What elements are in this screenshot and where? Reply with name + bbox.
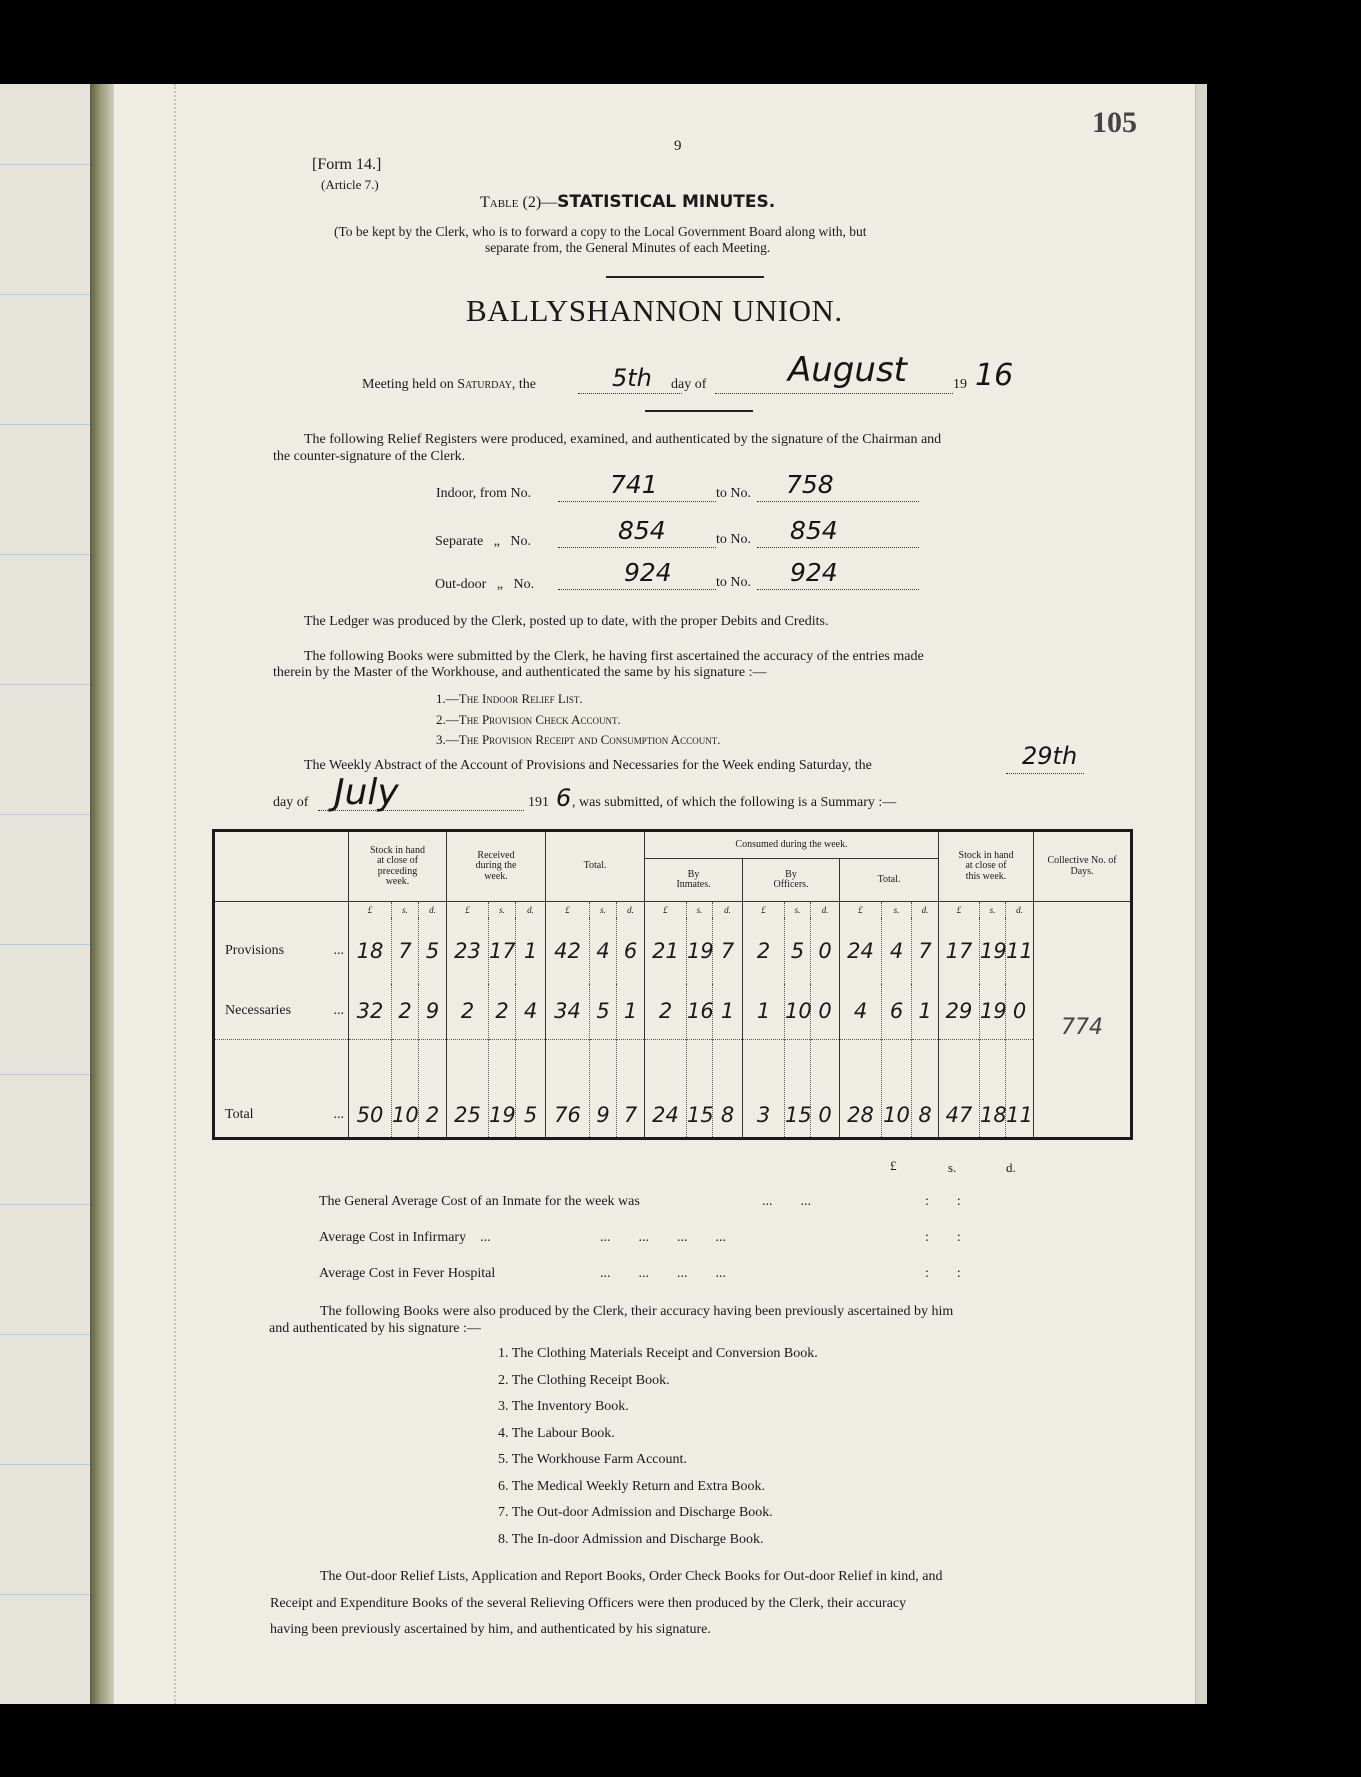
table-cell: 10 bbox=[882, 1040, 912, 1139]
page-edge bbox=[1195, 84, 1207, 1704]
table-cell: 7 bbox=[392, 918, 419, 984]
other-book-item: 8. The In-door Admission and Discharge Book. bbox=[498, 1532, 764, 1547]
table-cell: 5 bbox=[419, 918, 447, 984]
other-books-intro-2: and authenticated by his signature :— bbox=[269, 1321, 481, 1336]
abstract-year-prefix: 191 bbox=[528, 795, 549, 810]
register-indoor-to-label: to No. bbox=[716, 486, 751, 501]
ledger-text: The Ledger was produced by the Clerk, posted up to date, with the proper Debits and Credits. bbox=[304, 614, 829, 629]
row-label: Total ... bbox=[225, 1107, 344, 1122]
page-number: 9 bbox=[674, 138, 682, 154]
union-name: BALLYSHANNON UNION. bbox=[466, 293, 843, 328]
table-title-main: STATISTICAL MINUTES. bbox=[557, 192, 776, 212]
table-cell: 4 bbox=[840, 984, 882, 1040]
books-intro-1: The following Books were submitted by the Clerk, he having first ascertained the accuracy of the entries made bbox=[304, 649, 924, 664]
abstract-line-2-end: , was submitted, of which the following is a Summary :— bbox=[572, 795, 897, 810]
meeting-day-of: day of bbox=[671, 377, 707, 392]
table-cell: 6 bbox=[882, 984, 912, 1040]
header-by-officers: By Officers. bbox=[743, 859, 840, 902]
table-cell: 0 bbox=[811, 984, 840, 1040]
table-cell: 19 bbox=[687, 918, 713, 984]
other-book-item: 1. The Clothing Materials Receipt and Conversion Book. bbox=[498, 1346, 818, 1361]
register-outdoor-label: Out-door „ No. bbox=[435, 577, 535, 592]
table-cell: 1 bbox=[617, 984, 645, 1040]
cost-fever-label: Average Cost in Fever Hospital bbox=[319, 1266, 496, 1281]
divider-2 bbox=[645, 410, 753, 412]
table-cell: 76 bbox=[546, 1040, 590, 1139]
book-item: 3.—The Provision Receipt and Consumption Account. bbox=[436, 732, 721, 747]
table-cell: 4 bbox=[516, 984, 546, 1040]
meeting-day: 5th bbox=[612, 364, 652, 392]
table-cell: 7 bbox=[713, 918, 743, 984]
cost-infirmary-sep: : : bbox=[925, 1230, 961, 1245]
table-cell: 1 bbox=[912, 984, 939, 1040]
table-cell: 8 bbox=[713, 1040, 743, 1139]
table-cell: 0 bbox=[811, 918, 840, 984]
table-cell: 19 bbox=[489, 1040, 516, 1139]
unit-label: d. bbox=[419, 902, 447, 918]
unit-label: £ bbox=[743, 902, 785, 918]
cost-general-dots: ... ... bbox=[762, 1194, 811, 1209]
header-collective: Collective No. of Days. bbox=[1034, 831, 1132, 902]
cost-unit-shilling: s. bbox=[948, 1160, 957, 1175]
instruction-line-2: separate from, the General Minutes of each Meeting. bbox=[485, 240, 771, 255]
unit-label: s. bbox=[590, 902, 617, 918]
table-cell: 50 bbox=[349, 1040, 392, 1139]
register-separate-label: Separate „ No. bbox=[435, 534, 532, 549]
table-title bbox=[480, 192, 775, 212]
table-cell: 28 bbox=[840, 1040, 882, 1139]
table-cell: 24 bbox=[645, 1040, 687, 1139]
divider bbox=[606, 276, 764, 278]
abstract-day-of: day of bbox=[273, 795, 309, 810]
table-cell: 23 bbox=[447, 918, 489, 984]
header-stock-close: Stock in hand at close of this week. bbox=[939, 831, 1034, 902]
meeting-year-prefix: 19 bbox=[953, 377, 967, 392]
register-outdoor-from: 924 bbox=[624, 558, 672, 587]
table-cell: 2 bbox=[489, 984, 516, 1040]
table-cell: 17 bbox=[939, 918, 980, 984]
table-title-prefix: Table (2)— bbox=[480, 194, 558, 211]
cost-infirmary-dots: ... ... ... ... bbox=[600, 1230, 726, 1245]
cost-general-label: The General Average Cost of an Inmate for the week was bbox=[319, 1194, 640, 1209]
form-label: [Form 14.] bbox=[312, 156, 382, 173]
register-separate-from: 854 bbox=[618, 516, 666, 545]
unit-label: s. bbox=[687, 902, 713, 918]
unit-label: s. bbox=[882, 902, 912, 918]
unit-label: d. bbox=[617, 902, 645, 918]
unit-label: d. bbox=[912, 902, 939, 918]
table-cell: 10 bbox=[785, 984, 811, 1040]
cost-general-sep: : : bbox=[925, 1194, 961, 1209]
other-book-item: 2. The Clothing Receipt Book. bbox=[498, 1373, 670, 1388]
abstract-year-suffix: 6 bbox=[556, 784, 572, 812]
abstract-line-1: The Weekly Abstract of the Account of Provisions and Necessaries for the Week ending Saturday, the bbox=[304, 758, 872, 773]
table-cell: 1 bbox=[516, 918, 546, 984]
unit-label: £ bbox=[939, 902, 980, 918]
header-by-inmates: By Inmates. bbox=[645, 859, 743, 902]
instruction-line-1: (To be kept by the Clerk, who is to forward a copy to the Local Government Board along with, but bbox=[334, 224, 867, 239]
table-cell: 34 bbox=[546, 984, 590, 1040]
table-cell: 47 bbox=[939, 1040, 980, 1139]
unit-label: £ bbox=[546, 902, 590, 918]
unit-label: s. bbox=[489, 902, 516, 918]
table-cell: 9 bbox=[419, 984, 447, 1040]
unit-label: d. bbox=[516, 902, 546, 918]
table-cell: 5 bbox=[590, 984, 617, 1040]
header-received: Received during the week. bbox=[447, 831, 546, 902]
header-consumed-total: Total. bbox=[840, 859, 939, 902]
table-cell: 3 bbox=[743, 1040, 785, 1139]
table-cell: 32 bbox=[349, 984, 392, 1040]
unit-label: £ bbox=[645, 902, 687, 918]
unit-label: s. bbox=[980, 902, 1006, 918]
header-consumed: Consumed during the week. bbox=[645, 831, 939, 859]
table-cell: 16 bbox=[687, 984, 713, 1040]
other-book-item: 4. The Labour Book. bbox=[498, 1426, 615, 1441]
book-gutter bbox=[90, 84, 116, 1704]
unit-label: d. bbox=[1006, 902, 1034, 918]
register-separate-to-label: to No. bbox=[716, 532, 751, 547]
other-books-intro-1: The following Books were also produced by the Clerk, their accuracy having been previously ascertained by him bbox=[320, 1304, 954, 1319]
table-cell: 0 bbox=[811, 1040, 840, 1139]
summary-table bbox=[212, 829, 1133, 1140]
unit-label: d. bbox=[811, 902, 840, 918]
table-cell: 8 bbox=[912, 1040, 939, 1139]
abstract-month: July bbox=[334, 772, 399, 813]
header-stock-prev: Stock in hand at close of preceding week. bbox=[349, 831, 447, 902]
unit-label: £ bbox=[447, 902, 489, 918]
other-book-item: 3. The Inventory Book. bbox=[498, 1399, 629, 1414]
unit-label: d. bbox=[713, 902, 743, 918]
meeting-month: August bbox=[788, 350, 907, 390]
unit-label: £ bbox=[349, 902, 392, 918]
book-item: 1.—The Indoor Relief List. bbox=[436, 691, 583, 706]
table-cell: 15 bbox=[687, 1040, 713, 1139]
books-intro-2: therein by the Master of the Workhouse, and authenticated the same by his signature :— bbox=[273, 665, 767, 680]
register-indoor-label: Indoor, from No. bbox=[436, 486, 532, 501]
collective-days: 774 bbox=[1034, 918, 1132, 1139]
table-cell: 5 bbox=[516, 1040, 546, 1139]
table-cell: 17 bbox=[489, 918, 516, 984]
table-cell: 19 bbox=[980, 984, 1006, 1040]
table-cell: 4 bbox=[590, 918, 617, 984]
register-outdoor-to: 924 bbox=[790, 558, 838, 587]
table-cell: 4 bbox=[882, 918, 912, 984]
table-cell: 2 bbox=[645, 984, 687, 1040]
row-label: Provisions ... bbox=[225, 942, 344, 958]
perforated-edge bbox=[114, 84, 176, 1704]
table-cell: 7 bbox=[617, 1040, 645, 1139]
unit-label: s. bbox=[392, 902, 419, 918]
table-cell: 0 bbox=[1006, 984, 1034, 1040]
table-cell: 42 bbox=[546, 918, 590, 984]
other-book-item: 7. The Out-door Admission and Discharge Book. bbox=[498, 1505, 773, 1520]
table-cell: 5 bbox=[785, 918, 811, 984]
table-cell: 29 bbox=[939, 984, 980, 1040]
table-cell: 11 bbox=[1006, 918, 1034, 984]
cost-infirmary-label: Average Cost in Infirmary ... bbox=[319, 1230, 491, 1245]
other-book-item: 6. The Medical Weekly Return and Extra Book. bbox=[498, 1479, 766, 1494]
table-cell: 10 bbox=[392, 1040, 419, 1139]
header-total: Total. bbox=[546, 831, 645, 902]
table-cell: 2 bbox=[447, 984, 489, 1040]
row-label: Necessaries ... bbox=[225, 1003, 344, 1019]
register-indoor-from: 741 bbox=[610, 470, 658, 499]
table-cell: 18 bbox=[349, 918, 392, 984]
unit-label: s. bbox=[785, 902, 811, 918]
table-cell: 11 bbox=[1006, 1040, 1034, 1139]
form-article: (Article 7.) bbox=[321, 177, 379, 192]
table-cell: 24 bbox=[840, 918, 882, 984]
table-cell: 21 bbox=[645, 918, 687, 984]
abstract-day: 29th bbox=[1022, 742, 1078, 770]
table-cell: 2 bbox=[419, 1040, 447, 1139]
table-cell: 7 bbox=[912, 918, 939, 984]
table-cell: 19 bbox=[980, 918, 1006, 984]
table-cell: 9 bbox=[590, 1040, 617, 1139]
register-outdoor-to-label: to No. bbox=[716, 575, 751, 590]
table-cell: 1 bbox=[713, 984, 743, 1040]
book-item: 2.—The Provision Check Account. bbox=[436, 712, 621, 727]
register-indoor-to: 758 bbox=[786, 470, 834, 499]
registers-intro-2: the counter-signature of the Clerk. bbox=[273, 449, 466, 464]
other-book-item: 5. The Workhouse Farm Account. bbox=[498, 1452, 687, 1467]
registers-intro-1: The following Relief Registers were produced, examined, and authenticated by the signature of the Chairman and bbox=[304, 432, 942, 447]
closing-line-2: Receipt and Expenditure Books of the several Relieving Officers were then produced by the Clerk, their accuracy bbox=[270, 1596, 907, 1611]
cost-fever-sep: : : bbox=[925, 1266, 961, 1281]
table-cell: 18 bbox=[980, 1040, 1006, 1139]
table-cell: 1 bbox=[743, 984, 785, 1040]
table-cell: 6 bbox=[617, 918, 645, 984]
closing-line-1: The Out-door Relief Lists, Application and Report Books, Order Check Books for Out-door Relief in kind, and bbox=[320, 1569, 943, 1584]
cost-unit-pence: d. bbox=[1006, 1160, 1016, 1175]
table-cell: 25 bbox=[447, 1040, 489, 1139]
meeting-line: Meeting held on Saturday, the bbox=[362, 377, 537, 392]
register-separate-to: 854 bbox=[790, 516, 838, 545]
table-cell: 2 bbox=[743, 918, 785, 984]
cost-unit-pound: £ bbox=[890, 1158, 897, 1173]
unit-label: £ bbox=[840, 902, 882, 918]
facing-page bbox=[0, 84, 92, 1704]
table-cell: 2 bbox=[392, 984, 419, 1040]
cost-fever-dots: ... ... ... ... bbox=[600, 1266, 726, 1281]
table-cell: 15 bbox=[785, 1040, 811, 1139]
closing-line-3: having been previously ascertained by him, and authenticated by his signature. bbox=[270, 1622, 711, 1637]
page-number-stamp: 105 bbox=[1092, 106, 1137, 139]
meeting-year-suffix: 16 bbox=[975, 358, 1014, 393]
